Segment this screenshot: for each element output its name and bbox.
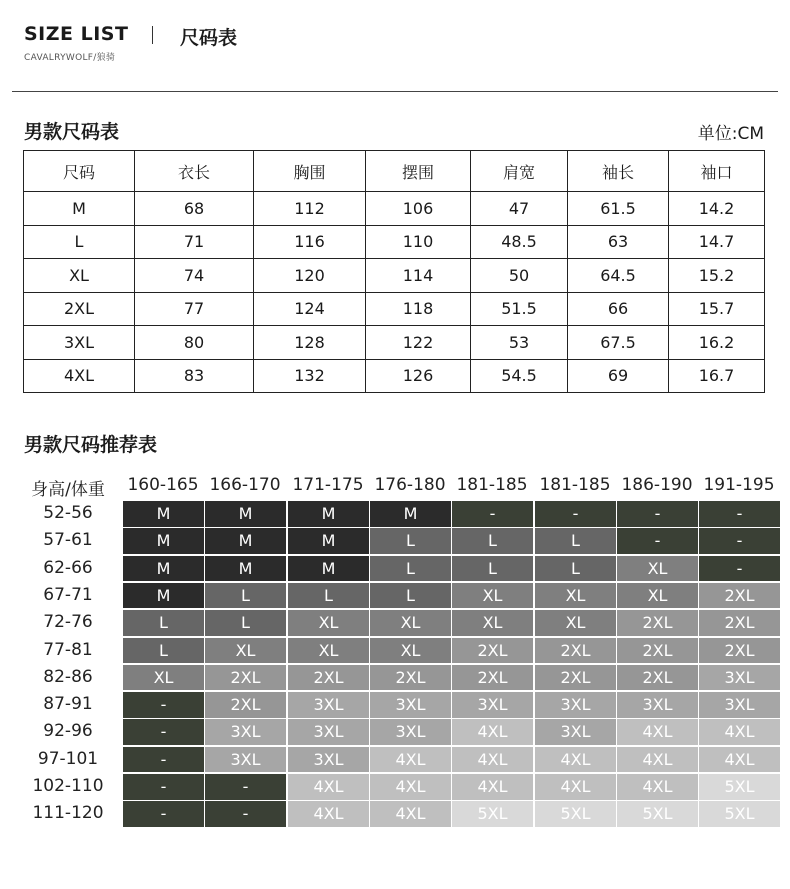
- top-divider: [12, 91, 778, 92]
- table-cell: 15.7: [669, 292, 765, 326]
- size-cell: M: [205, 501, 286, 527]
- size-cell: 5XL: [535, 801, 616, 827]
- table-cell: 2XL: [24, 292, 135, 326]
- weight-label: 72-76: [43, 612, 93, 633]
- weight-label: 62-66: [43, 557, 93, 578]
- size-cell: -: [123, 801, 204, 827]
- size-cell: 2XL: [617, 638, 698, 664]
- size-cell: 4XL: [452, 719, 533, 745]
- size-cell: L: [370, 556, 451, 582]
- table-cell: 77: [135, 292, 254, 326]
- size-cell: XL: [370, 610, 451, 636]
- brand-title-cn: 尺码表: [180, 27, 238, 49]
- height-header: 166-170: [209, 475, 281, 495]
- size-cell: XL: [452, 610, 533, 636]
- weight-label: 82-86: [43, 666, 93, 687]
- size-cell: 3XL: [452, 692, 533, 718]
- table-cell: 3XL: [24, 326, 135, 360]
- size-cell: 2XL: [617, 610, 698, 636]
- table-cell: 66: [568, 292, 669, 326]
- size-table-header: [24, 151, 765, 192]
- size-cell: 4XL: [370, 801, 451, 827]
- size-cell: XL: [452, 583, 533, 609]
- size-cell: L: [205, 610, 286, 636]
- header-cell: 肩宽: [471, 151, 568, 192]
- weight-label: 111-120: [32, 803, 104, 824]
- table-cell: 14.7: [669, 225, 765, 259]
- size-cell: 3XL: [370, 692, 451, 718]
- size-table: [23, 150, 765, 393]
- header-cell: 尺码: [24, 151, 135, 192]
- height-header: 191-195: [703, 475, 775, 495]
- height-header: 181-185: [539, 475, 611, 495]
- weight-label: 52-56: [43, 503, 93, 523]
- table-cell: 47: [471, 192, 568, 226]
- size-cell: XL: [535, 610, 616, 636]
- brand-separator: [152, 26, 153, 44]
- size-cell: 2XL: [699, 610, 780, 636]
- size-cell: M: [288, 528, 369, 554]
- size-cell: 3XL: [699, 692, 780, 718]
- table-cell: 120: [254, 259, 366, 293]
- size-cell: 5XL: [617, 801, 698, 827]
- size-cell: 4XL: [617, 747, 698, 773]
- size-cell: 4XL: [452, 774, 533, 800]
- size-cell: 4XL: [370, 774, 451, 800]
- size-cell: 3XL: [288, 747, 369, 773]
- size-cell: M: [123, 556, 204, 582]
- table-row: [24, 192, 765, 226]
- size-cell: 4XL: [452, 747, 533, 773]
- size-cell: 3XL: [535, 719, 616, 745]
- table-cell: 106: [366, 192, 471, 226]
- weight-label: 67-71: [43, 584, 93, 605]
- height-header: 176-180: [374, 475, 446, 495]
- table-cell: 126: [366, 359, 471, 393]
- height-header: 171-175: [292, 475, 364, 495]
- table-cell: 110: [366, 225, 471, 259]
- size-table-body: [24, 192, 765, 393]
- header-cell: 摆围: [366, 151, 471, 192]
- size-cell: 2XL: [288, 665, 369, 691]
- weight-label: 102-110: [32, 776, 104, 796]
- table-cell: 116: [254, 225, 366, 259]
- table-cell: 118: [366, 292, 471, 326]
- size-cell: L: [452, 528, 533, 554]
- header-cell: 袖口: [669, 151, 765, 192]
- table-cell: 16.7: [669, 359, 765, 393]
- size-cell: L: [370, 583, 451, 609]
- size-cell: 2XL: [452, 665, 533, 691]
- table-row: [24, 326, 765, 360]
- size-cell: 3XL: [370, 719, 451, 745]
- table-cell: 83: [135, 359, 254, 393]
- weight-label: 57-61: [43, 530, 93, 551]
- table-cell: 61.5: [568, 192, 669, 226]
- size-cell: L: [535, 528, 616, 554]
- table-cell: 15.2: [669, 259, 765, 293]
- header-cell: 袖长: [568, 151, 669, 192]
- size-cell: -: [617, 501, 698, 527]
- size-cell: 3XL: [288, 719, 369, 745]
- corner-label: 身高/体重: [31, 480, 105, 500]
- size-cell: -: [123, 719, 204, 745]
- size-cell: 4XL: [617, 774, 698, 800]
- table-cell: 128: [254, 326, 366, 360]
- size-cell: 2XL: [699, 583, 780, 609]
- size-cell: XL: [288, 638, 369, 664]
- table-cell: XL: [24, 259, 135, 293]
- size-cell: 4XL: [288, 801, 369, 827]
- size-cell: -: [699, 556, 780, 582]
- size-cell: 5XL: [699, 774, 780, 800]
- size-table-title: 男款尺码表: [24, 121, 120, 143]
- size-cell: M: [370, 501, 451, 527]
- size-cell: 3XL: [205, 719, 286, 745]
- size-cell: 2XL: [617, 665, 698, 691]
- weight-label: 97-101: [37, 748, 99, 769]
- size-cell: XL: [288, 610, 369, 636]
- size-cell: XL: [123, 665, 204, 691]
- size-cell: 3XL: [205, 747, 286, 773]
- table-row: [24, 359, 765, 393]
- size-cell: 5XL: [699, 801, 780, 827]
- unit-label: 单位:CM: [697, 124, 764, 144]
- table-cell: 132: [254, 359, 366, 393]
- size-cell: -: [123, 747, 204, 773]
- size-cell: L: [370, 528, 451, 554]
- table-row: [24, 292, 765, 326]
- table-cell: 69: [568, 359, 669, 393]
- table-cell: 53: [471, 326, 568, 360]
- size-cell: 4XL: [288, 774, 369, 800]
- size-cell: 2XL: [535, 665, 616, 691]
- size-cell: 2XL: [535, 638, 616, 664]
- weight-label: 92-96: [43, 721, 93, 742]
- table-cell: 50: [471, 259, 568, 293]
- size-cell: 4XL: [370, 747, 451, 773]
- recommend-table-title: 男款尺码推荐表: [24, 434, 158, 456]
- size-cell: 4XL: [535, 747, 616, 773]
- table-cell: 124: [254, 292, 366, 326]
- size-cell: M: [288, 556, 369, 582]
- size-cell: M: [288, 501, 369, 527]
- table-cell: 63: [568, 225, 669, 259]
- size-cell: L: [288, 583, 369, 609]
- table-cell: L: [24, 225, 135, 259]
- height-header: 186-190: [621, 475, 693, 495]
- size-cell: M: [205, 528, 286, 554]
- size-cell: L: [452, 556, 533, 582]
- table-cell: 54.5: [471, 359, 568, 393]
- size-cell: L: [535, 556, 616, 582]
- size-cell: -: [123, 692, 204, 718]
- size-cell: -: [123, 774, 204, 800]
- table-cell: 16.2: [669, 326, 765, 360]
- table-cell: 14.2: [669, 192, 765, 226]
- table-cell: 114: [366, 259, 471, 293]
- size-cell: -: [205, 801, 286, 827]
- size-cell: M: [123, 501, 204, 527]
- size-cell: XL: [370, 638, 451, 664]
- weight-label: 87-91: [43, 694, 93, 715]
- size-cell: -: [205, 774, 286, 800]
- size-cell: L: [205, 583, 286, 609]
- size-cell: -: [452, 501, 533, 527]
- weight-label: 77-81: [43, 639, 93, 660]
- table-cell: 80: [135, 326, 254, 360]
- table-cell: 48.5: [471, 225, 568, 259]
- size-cell: L: [123, 638, 204, 664]
- size-cell: 2XL: [205, 665, 286, 691]
- size-cell: XL: [617, 556, 698, 582]
- size-cell: 2XL: [205, 692, 286, 718]
- size-cell: L: [123, 610, 204, 636]
- size-cell: XL: [617, 583, 698, 609]
- size-cell: 2XL: [699, 638, 780, 664]
- table-cell: 51.5: [471, 292, 568, 326]
- table-cell: 67.5: [568, 326, 669, 360]
- size-cell: 4XL: [535, 774, 616, 800]
- table-cell: 71: [135, 225, 254, 259]
- table-cell: 112: [254, 192, 366, 226]
- size-cell: M: [123, 528, 204, 554]
- size-cell: -: [699, 501, 780, 527]
- size-cell: XL: [205, 638, 286, 664]
- table-cell: M: [24, 192, 135, 226]
- height-header: 181-185: [456, 475, 528, 495]
- header-cell: 衣长: [135, 151, 254, 192]
- size-cell: M: [123, 583, 204, 609]
- size-cell: 5XL: [452, 801, 533, 827]
- size-cell: 2XL: [370, 665, 451, 691]
- table-row: [24, 225, 765, 259]
- size-cell: XL: [535, 583, 616, 609]
- size-cell: 4XL: [699, 719, 780, 745]
- table-cell: 122: [366, 326, 471, 360]
- size-cell: 3XL: [535, 692, 616, 718]
- size-cell: 2XL: [452, 638, 533, 664]
- table-cell: 74: [135, 259, 254, 293]
- size-cell: 4XL: [699, 747, 780, 773]
- size-cell: 3XL: [288, 692, 369, 718]
- size-cell: -: [535, 501, 616, 527]
- table-cell: 64.5: [568, 259, 669, 293]
- brand-subtitle: CAVALRYWOLF/狼骑: [24, 53, 116, 63]
- brand-title: SIZE LIST: [24, 23, 129, 45]
- table-cell: 68: [135, 192, 254, 226]
- header-cell: 胸围: [254, 151, 366, 192]
- table-cell: 4XL: [24, 359, 135, 393]
- size-cell: 3XL: [617, 692, 698, 718]
- size-cell: 4XL: [617, 719, 698, 745]
- size-cell: 3XL: [699, 665, 780, 691]
- size-cell: -: [617, 528, 698, 554]
- table-row: [24, 259, 765, 293]
- height-header: 160-165: [127, 475, 199, 495]
- size-cell: M: [205, 556, 286, 582]
- size-cell: -: [699, 528, 780, 554]
